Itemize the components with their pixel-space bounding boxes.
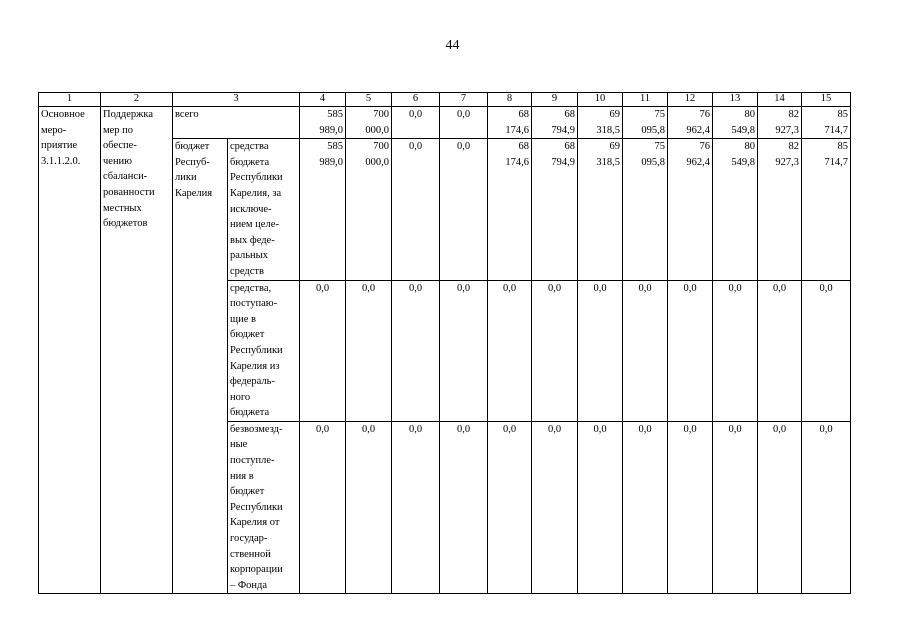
source-label: средства, поступаю- щие в бюджет Республики Карелия из федераль- ного бюджета xyxy=(228,280,300,421)
value-cell: 0,0 xyxy=(300,280,346,421)
value-cell: 0,0 xyxy=(578,421,623,594)
value-cell: 68 174,6 xyxy=(488,139,532,280)
column-header: 11 xyxy=(623,93,668,107)
value-cell: 0,0 xyxy=(346,421,392,594)
value-cell: 0,0 xyxy=(392,139,440,280)
value-cell: 0,0 xyxy=(488,280,532,421)
column-header: 10 xyxy=(578,93,623,107)
value-cell: 0,0 xyxy=(440,421,488,594)
value-cell: 0,0 xyxy=(758,421,802,594)
value-cell: 0,0 xyxy=(713,421,758,594)
value-cell: 76 962,4 xyxy=(668,139,713,280)
value-cell: 700 000,0 xyxy=(346,107,392,139)
value-cell: 0,0 xyxy=(440,107,488,139)
value-cell: 585 989,0 xyxy=(300,107,346,139)
column-header: 12 xyxy=(668,93,713,107)
value-cell: 0,0 xyxy=(713,280,758,421)
value-cell: 80 549,8 xyxy=(713,107,758,139)
row-label-total: всего xyxy=(173,107,300,139)
budget-group-label: бюджет Респуб- лики Карелия xyxy=(173,139,228,594)
value-cell: 69 318,5 xyxy=(578,107,623,139)
value-cell: 585 989,0 xyxy=(300,139,346,280)
value-cell: 85 714,7 xyxy=(802,107,851,139)
value-cell: 76 962,4 xyxy=(668,107,713,139)
value-cell: 85 714,7 xyxy=(802,139,851,280)
value-cell: 0,0 xyxy=(802,421,851,594)
column-header: 4 xyxy=(300,93,346,107)
value-cell: 0,0 xyxy=(578,280,623,421)
source-label: средства бюджета Республики Карелия, за исключе- нием целе- вых феде- ральных средств xyxy=(228,139,300,280)
value-cell: 700 000,0 xyxy=(346,139,392,280)
value-cell: 0,0 xyxy=(392,280,440,421)
value-cell: 0,0 xyxy=(440,139,488,280)
activity-name: Основное меро- приятие 3.1.1.2.0. xyxy=(39,107,101,594)
value-cell: 0,0 xyxy=(440,280,488,421)
column-header: 2 xyxy=(101,93,173,107)
value-cell: 82 927,3 xyxy=(758,139,802,280)
value-cell: 0,0 xyxy=(392,421,440,594)
value-cell: 0,0 xyxy=(532,421,578,594)
value-cell: 0,0 xyxy=(623,421,668,594)
column-header: 8 xyxy=(488,93,532,107)
page-number: 44 xyxy=(445,38,460,53)
value-cell: 68 794,9 xyxy=(532,107,578,139)
column-header: 13 xyxy=(713,93,758,107)
value-cell: 0,0 xyxy=(346,280,392,421)
column-header: 7 xyxy=(440,93,488,107)
value-cell: 68 174,6 xyxy=(488,107,532,139)
value-cell: 0,0 xyxy=(758,280,802,421)
header-row xyxy=(39,93,851,107)
value-cell: 0,0 xyxy=(392,107,440,139)
value-cell: 0,0 xyxy=(623,280,668,421)
value-cell: 0,0 xyxy=(668,421,713,594)
column-header: 1 xyxy=(39,93,101,107)
activity-goal: Поддержка мер по обеспе- чению сбаланси- рованности местных бюджетов xyxy=(101,107,173,594)
value-cell: 80 549,8 xyxy=(713,139,758,280)
column-header: 3 xyxy=(173,93,300,107)
value-cell: 0,0 xyxy=(532,280,578,421)
value-cell: 0,0 xyxy=(488,421,532,594)
budget-table xyxy=(38,92,851,594)
value-cell: 68 794,9 xyxy=(532,139,578,280)
value-cell: 0,0 xyxy=(300,421,346,594)
column-header: 15 xyxy=(802,93,851,107)
source-label: безвозмезд- ные поступле- ния в бюджет Республики Карелия от государ- ственной корпорации – Фонда xyxy=(228,421,300,594)
column-header: 9 xyxy=(532,93,578,107)
column-header: 6 xyxy=(392,93,440,107)
table-row xyxy=(39,107,851,139)
value-cell: 82 927,3 xyxy=(758,107,802,139)
value-cell: 69 318,5 xyxy=(578,139,623,280)
value-cell: 0,0 xyxy=(668,280,713,421)
column-header: 5 xyxy=(346,93,392,107)
column-header: 14 xyxy=(758,93,802,107)
value-cell: 75 095,8 xyxy=(623,107,668,139)
value-cell: 0,0 xyxy=(802,280,851,421)
value-cell: 75 095,8 xyxy=(623,139,668,280)
